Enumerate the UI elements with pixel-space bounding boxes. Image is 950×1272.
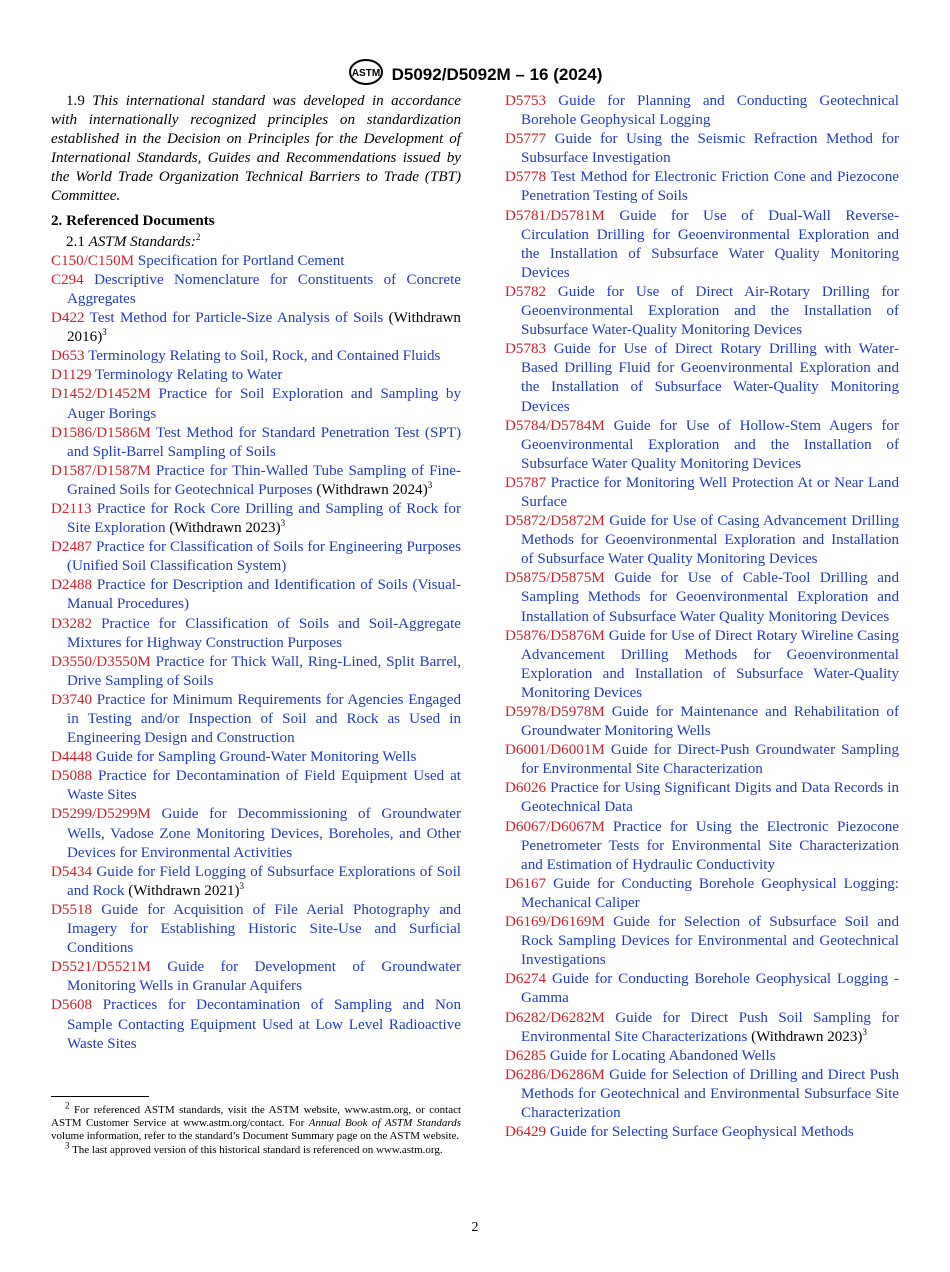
intro-text: This international standard was developed in accordance with internationally recognized principles on standardization established in the Decision on Principles for the Development of International Standards, Guides and Recommendations issued by the World Trade Organization Technical Barriers to Trade (TBT) Committee.: [51, 93, 461, 205]
reference-item: [51, 347, 461, 366]
reference-title-link[interactable]: Practice for Classification of Soils for Engineering Purposes (Unified Soil Classification System): [67, 539, 461, 575]
reference-title-link[interactable]: Guide for Conducting Borehole Geophysical Logging: Mechanical Caliper: [521, 875, 899, 911]
reference-code-link[interactable]: C294: [51, 271, 84, 288]
reference-title-link[interactable]: Descriptive Nomenclature for Constituents of Concrete Aggregates: [67, 271, 462, 307]
reference-item: [505, 741, 899, 779]
withdrawn-note: (Withdrawn 2021): [124, 882, 240, 899]
reference-code-link[interactable]: D2113: [51, 500, 92, 517]
reference-title-link[interactable]: Terminology Relating to Soil, Rock, and Contained Fluids: [88, 348, 441, 365]
withdrawn-note: (Withdrawn 2024): [312, 481, 428, 498]
reference-title-link[interactable]: Guide for Use of Direct Rotary Drilling with Water-Based Drilling Fluid for Geoenvironmental Exploration and the Installation of Subsurface Water-Quality Monitoring Devices: [521, 341, 899, 415]
reference-code-link[interactable]: D6067/D6067M: [505, 818, 605, 835]
reference-item: [51, 500, 461, 538]
footnote-marker: 3: [280, 518, 286, 529]
reference-item: [505, 283, 899, 340]
reference-item: [505, 875, 899, 913]
reference-code-link[interactable]: D6429: [505, 1124, 547, 1141]
reference-code-link[interactable]: D1587/D1587M: [51, 462, 151, 479]
reference-code-link[interactable]: D6282/D6282M: [505, 1009, 605, 1026]
reference-item: [51, 901, 461, 958]
reference-item: [505, 92, 899, 130]
reference-item: [51, 615, 461, 653]
reference-code-link[interactable]: D1129: [51, 367, 92, 384]
section-heading: 2. Referenced Documents: [51, 212, 215, 229]
reference-title-link[interactable]: Practice for Monitoring Well Protection At or Near Land Surface: [521, 474, 899, 510]
reference-code-link[interactable]: D6285: [505, 1047, 547, 1064]
reference-code-link[interactable]: D6169/D6169M: [505, 914, 605, 931]
reference-code-link[interactable]: D4448: [51, 749, 93, 766]
standard-designation: D5092/D5092M – 16 (2024): [391, 64, 603, 84]
reference-item: [51, 748, 461, 767]
right-column: [505, 92, 899, 1142]
reference-item: [505, 569, 899, 626]
withdrawn-note: (Withdrawn 2023): [747, 1028, 863, 1045]
reference-title-link[interactable]: Guide for Planning and Conducting Geotechnical Borehole Geophysical Logging: [521, 93, 899, 129]
reference-item: [505, 168, 899, 206]
reference-item: [505, 130, 899, 168]
reference-code-link[interactable]: D3740: [51, 691, 93, 708]
reference-code-link[interactable]: D5608: [51, 997, 93, 1014]
reference-code-link[interactable]: D653: [51, 348, 85, 365]
reference-code-link[interactable]: D5783: [505, 341, 547, 358]
reference-title-link[interactable]: Guide for Development of Groundwater Monitoring Wells in Granular Aquifers: [67, 959, 461, 995]
reference-list-left: [51, 252, 461, 1054]
reference-title-link[interactable]: Guide for Use of Casing Advancement Drilling Methods for Geoenvironmental Exploration and Installation of Subsurface Water Quality Monitoring Devices: [521, 513, 899, 568]
reference-title-link[interactable]: Guide for Use of Direct Air-Rotary Drilling for Geoenvironmental Exploration and the Installation of Subsurface Water-Quality Monitoring Devices: [521, 283, 899, 339]
reference-item: [51, 309, 461, 347]
reference-title-link[interactable]: Test Method for Particle-Size Analysis of Soils: [89, 310, 384, 327]
reference-code-link[interactable]: D5088: [51, 768, 93, 785]
reference-title-link[interactable]: Practice for Thin-Walled Tube Sampling of Fine-Grained Soils for Geotechnical Purposes: [67, 462, 461, 498]
reference-title-link[interactable]: Guide for Conducting Borehole Geophysical Logging - Gamma: [521, 971, 900, 1007]
reference-title-link[interactable]: Guide for Selecting Surface Geophysical Methods: [549, 1124, 854, 1141]
svg-text:ASTM: ASTM: [351, 68, 380, 79]
reference-title-link[interactable]: Guide for Maintenance and Rehabilitation of Groundwater Monitoring Wells: [521, 704, 899, 740]
reference-item: [505, 1123, 899, 1142]
reference-title-link[interactable]: Guide for Direct-Push Groundwater Sampling for Environmental Site Characterization: [521, 742, 899, 778]
reference-title-link[interactable]: Terminology Relating to Water: [95, 367, 283, 384]
reference-code-link[interactable]: D5777: [505, 131, 547, 148]
reference-title-link[interactable]: Guide for Use of Dual-Wall Reverse-Circulation Drilling for Geoenvironmental Exploration and the Installation of Subsurface Water Quality Monitoring Devices: [521, 207, 899, 281]
reference-code-link[interactable]: D5778: [505, 169, 547, 186]
reference-item: [51, 653, 461, 691]
footnote-marker: 3: [862, 1026, 867, 1037]
intro-paragraph: [51, 92, 461, 207]
withdrawn-note: (Withdrawn 2016): [67, 310, 461, 346]
reference-title-link[interactable]: Guide for Field Logging of Subsurface Explorations of Soil and Rock: [67, 863, 461, 899]
reference-code-link[interactable]: D1452/D1452M: [51, 386, 151, 403]
reference-item: [51, 424, 461, 462]
reference-code-link[interactable]: D3550/D3550M: [51, 653, 151, 670]
reference-code-link[interactable]: D5876/D5876M: [505, 627, 605, 644]
reference-code-link[interactable]: D5872/D5872M: [505, 513, 605, 530]
reference-code-link[interactable]: D2488: [51, 577, 93, 594]
reference-title-link[interactable]: Practice for Minimum Requirements for Agencies Engaged in Testing and/or Inspection of Soil and Rock as Used in Engineering Design and Construction: [67, 691, 461, 747]
page-number: 2: [471, 1220, 479, 1235]
intro-number: 1.9: [66, 93, 85, 109]
reference-title-link[interactable]: Guide for Use of Hollow-Stem Augers for Geoenvironmental Exploration and the Installation of Subsurface Water Quality Monitoring Devices: [521, 417, 899, 472]
footnote-marker: 3: [239, 880, 245, 891]
footnote-2: $^2$ For referenced ASTM standards, visit the ASTM website, www.astm.org, or contact ASTM Customer Service at www.astm.org/contact. For Annual Book of ASTM Standards volume information, refer to the standard’s Document Summary page on the ASTM website.: [51, 1100, 462, 1143]
reference-item: [505, 779, 899, 817]
reference-title-link[interactable]: Guide for Selection of Subsurface Soil and Rock Sampling Devices for Environmental and Geotechnical Investigations: [521, 914, 899, 969]
reference-title-link[interactable]: Practice for Soil Exploration and Sampling by Auger Borings: [67, 386, 461, 422]
reference-title-link[interactable]: Practices for Decontamination of Sampling and Non Sample Contacting Equipment Used at Low Level Radioactive Waste Sites: [67, 997, 461, 1052]
reference-code-link[interactable]: D5781/D5781M: [505, 207, 605, 224]
reference-code-link[interactable]: D5753: [505, 93, 547, 109]
reference-code-link[interactable]: D6286/D6286M: [505, 1066, 605, 1083]
footnote-marker: 3: [102, 327, 107, 338]
reference-item: [505, 207, 899, 283]
page-header: [0, 58, 950, 91]
left-column: [51, 92, 461, 1054]
reference-title-link[interactable]: Guide for Selection of Drilling and Direct Push Methods for Geotechnical and Environmental Subsurface Site Characterization: [521, 1066, 899, 1121]
reference-code-link[interactable]: D422: [51, 310, 85, 327]
reference-item: [505, 913, 899, 970]
reference-item: [505, 627, 899, 703]
withdrawn-note: (Withdrawn 2023): [165, 520, 281, 537]
reference-item: [505, 1047, 899, 1066]
reference-list-right: [505, 92, 899, 1142]
reference-title-link[interactable]: Test Method for Electronic Friction Cone and Piezocone Penetration Testing of Soils: [521, 169, 899, 205]
reference-item: [51, 996, 461, 1053]
reference-item: [51, 252, 461, 271]
footnote-marker: 3: [427, 479, 433, 490]
reference-item: [51, 805, 461, 862]
reference-code-link[interactable]: D1586/D1586M: [51, 424, 151, 441]
reference-item: [51, 767, 461, 805]
reference-title-link[interactable]: Test Method for Standard Penetration Test (SPT) and Split-Barrel Sampling of Soils: [67, 424, 461, 460]
reference-item: [505, 340, 899, 416]
reference-item: [51, 271, 461, 309]
reference-item: [51, 863, 461, 901]
reference-code-link[interactable]: D3282: [51, 615, 93, 632]
subsection-heading: 2.1 ASTM Standards:$^2$: [66, 231, 201, 250]
reference-title-link[interactable]: Guide for Use of Cable-Tool Drilling and Sampling Methods for Geoenvironmental Exploration and Installation of Subsurface Water Quality Monitoring Devices: [521, 570, 899, 625]
reference-item: [505, 512, 899, 569]
reference-item: [505, 970, 899, 1008]
reference-code-link[interactable]: D6167: [505, 875, 547, 892]
reference-title-link[interactable]: Guide for Locating Abandoned Wells: [549, 1047, 776, 1064]
reference-code-link[interactable]: D5875/D5875M: [505, 570, 605, 587]
reference-code-link[interactable]: D5787: [505, 474, 547, 491]
reference-code-link[interactable]: C150/C150M: [51, 252, 135, 269]
reference-title-link[interactable]: Guide for Using the Seismic Refraction Method for Subsurface Investigation: [521, 131, 899, 167]
reference-code-link[interactable]: D6274: [505, 971, 547, 988]
footnote-divider: [51, 1096, 149, 1097]
footnotes: [51, 1100, 462, 1157]
reference-code-link[interactable]: D6026: [505, 780, 547, 797]
reference-code-link[interactable]: D5518: [51, 901, 93, 918]
reference-item: [505, 703, 899, 741]
reference-title-link[interactable]: Specification for Portland Cement: [137, 252, 345, 269]
reference-item: [51, 538, 461, 576]
footnote-3: $^3$ The last approved version of this historical standard is referenced on www.astm.org.: [65, 1139, 443, 1156]
reference-item: [51, 691, 461, 748]
reference-title-link[interactable]: Guide for Sampling Ground-Water Monitoring Wells: [95, 749, 417, 766]
reference-item: [505, 417, 899, 474]
reference-code-link[interactable]: D5434: [51, 863, 93, 880]
reference-title-link[interactable]: Practice for Classification of Soils and Soil-Aggregate Mixtures for Highway Construction Purposes: [67, 615, 461, 651]
reference-item: [51, 576, 461, 614]
reference-title-link[interactable]: Practice for Rock Core Drilling and Sampling of Rock for Site Exploration: [67, 500, 461, 537]
reference-title-link[interactable]: Practice for Using Significant Digits and Data Records in Geotechnical Data: [521, 780, 900, 816]
reference-item: [51, 366, 461, 385]
astm-logo-icon: [348, 58, 384, 91]
reference-title-link[interactable]: Guide for Direct Push Soil Sampling for Environmental Site Characterizations: [521, 1009, 899, 1045]
reference-code-link[interactable]: D2487: [51, 539, 93, 556]
reference-title-link[interactable]: Guide for Use of Direct Rotary Wireline Casing Advancement Drilling Methods for Geoenvironmental Exploration and Installation of Subsurface Water-Quality Monitoring Devices: [521, 627, 900, 701]
reference-code-link[interactable]: D5978/D5978M: [505, 704, 605, 720]
reference-item: [505, 1066, 899, 1123]
reference-code-link[interactable]: D5299/D5299M: [51, 806, 151, 823]
reference-title-link[interactable]: Practice for Decontamination of Field Equipment Used at Waste Sites: [67, 768, 461, 804]
reference-item: [505, 1009, 899, 1047]
reference-item: [505, 818, 899, 875]
reference-item: [505, 474, 899, 512]
reference-title-link[interactable]: Practice for Thick Wall, Ring-Lined, Split Barrel, Drive Sampling of Soils: [67, 653, 461, 689]
reference-title-link[interactable]: Practice for Description and Identification of Soils (Visual-Manual Procedures): [67, 577, 461, 613]
reference-code-link[interactable]: D5521/D5521M: [51, 959, 151, 976]
reference-item: [51, 385, 461, 423]
reference-item: [51, 958, 461, 996]
reference-code-link[interactable]: D5782: [505, 283, 547, 300]
reference-code-link[interactable]: D6001/D6001M: [505, 742, 605, 759]
reference-title-link[interactable]: Guide for Decommissioning of Groundwater Wells, Vadose Zone Monitoring Devices, Boreholes, and Other Devices for Environmental Activities: [67, 806, 461, 861]
reference-title-link[interactable]: Guide for Acquisition of File Aerial Photography and Imagery for Establishing Historic Site-Use and Surficial Conditions: [67, 901, 461, 957]
reference-item: [51, 462, 461, 500]
reference-code-link[interactable]: D5784/D5784M: [505, 417, 605, 434]
reference-title-link[interactable]: Practice for Using the Electronic Piezocone Penetrometer Tests for Environmental Site Characterization and Estimation of Hydraulic Conductivity: [521, 818, 899, 873]
